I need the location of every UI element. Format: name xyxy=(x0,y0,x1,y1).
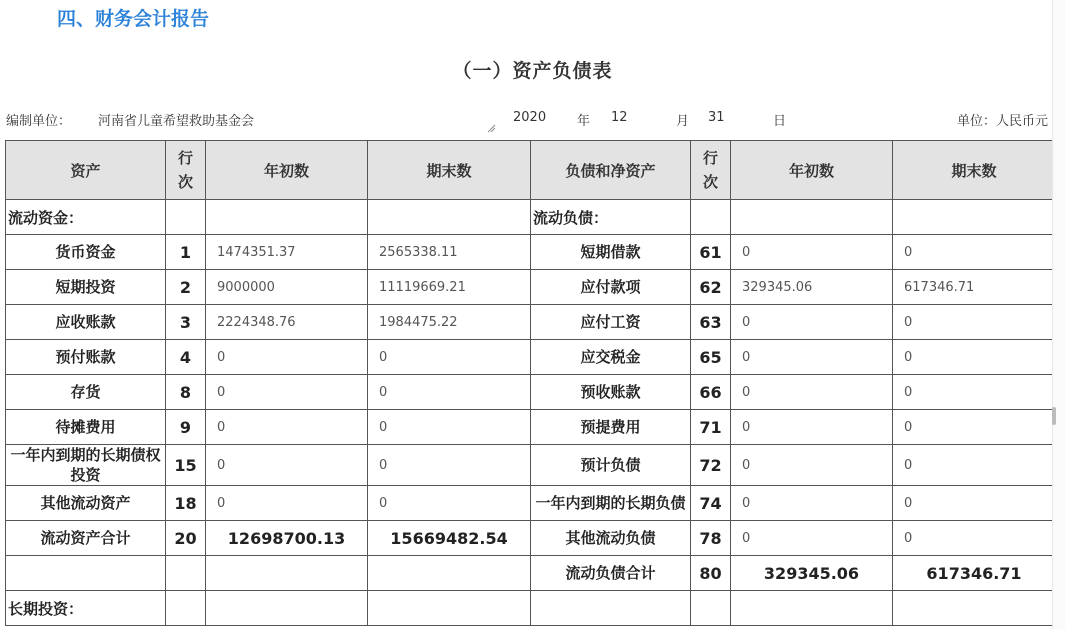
liability-end: 0 xyxy=(893,486,1056,521)
resize-grip-icon[interactable] xyxy=(486,123,496,133)
asset-begin: 0 xyxy=(206,445,368,486)
liability-begin: 0 xyxy=(731,445,893,486)
category-long-term-investment: 长期投资： xyxy=(6,591,166,626)
asset-name: 流动资产合计 xyxy=(6,521,166,556)
table-row xyxy=(6,486,1056,521)
liability-name: 流动负债合计 xyxy=(531,556,691,591)
liability-row-no: 63 xyxy=(691,305,731,340)
day-field[interactable]: 31 xyxy=(708,110,725,125)
unit-label: 单位：人民币元 xyxy=(957,114,1049,129)
asset-begin: 2224348.76 xyxy=(206,305,368,340)
liability-name: 短期借款 xyxy=(531,235,691,270)
asset-name: 存货 xyxy=(6,375,166,410)
liability-row-no: 80 xyxy=(691,556,731,591)
table-row xyxy=(6,410,1056,445)
asset-row-no: 1 xyxy=(166,235,206,270)
month-field[interactable]: 12 xyxy=(611,110,628,125)
liability-name: 应交税金 xyxy=(531,340,691,375)
asset-end: 0 xyxy=(368,445,531,486)
liability-end: 0 xyxy=(893,235,1056,270)
asset-end: 0 xyxy=(368,375,531,410)
liability-row-no: 66 xyxy=(691,375,731,410)
asset-row-no: 9 xyxy=(166,410,206,445)
table-row xyxy=(6,521,1056,556)
asset-begin: 0 xyxy=(206,340,368,375)
liability-end: 0 xyxy=(893,305,1056,340)
liability-name: 预计负债 xyxy=(531,445,691,486)
asset-name: 预付账款 xyxy=(6,340,166,375)
liability-name: 应付工资 xyxy=(531,305,691,340)
year-field[interactable]: 2020 xyxy=(513,110,547,125)
header-begin: 年初数 xyxy=(206,141,368,200)
table-row xyxy=(6,445,1056,486)
liability-begin: 329345.06 xyxy=(731,556,893,591)
asset-end: 15669482.54 xyxy=(368,521,531,556)
asset-end: 2565338.11 xyxy=(368,235,531,270)
header-end: 期末数 xyxy=(368,141,531,200)
asset-end: 0 xyxy=(368,340,531,375)
liability-begin: 0 xyxy=(731,410,893,445)
liability-end: 0 xyxy=(893,410,1056,445)
header-begin: 年初数 xyxy=(731,141,893,200)
liability-end: 0 xyxy=(893,445,1056,486)
scrollbar-thumb[interactable] xyxy=(1052,407,1056,425)
table-row xyxy=(6,305,1056,340)
liability-begin: 329345.06 xyxy=(731,270,893,305)
liability-end: 617346.71 xyxy=(893,556,1056,591)
liability-name: 应付款项 xyxy=(531,270,691,305)
section-title: 四、财务会计报告 xyxy=(57,8,210,30)
header-end: 期末数 xyxy=(893,141,1056,200)
header-row-no: 行 次 xyxy=(166,141,206,200)
asset-row-no: 3 xyxy=(166,305,206,340)
asset-name: 其他流动资产 xyxy=(6,486,166,521)
table-row xyxy=(6,270,1056,305)
liability-begin: 0 xyxy=(731,235,893,270)
liability-row-no: 71 xyxy=(691,410,731,445)
table-row xyxy=(6,375,1056,410)
asset-name: 一年内到期的长期债权投资 xyxy=(6,445,166,486)
liability-begin: 0 xyxy=(731,340,893,375)
category-row xyxy=(6,200,1056,235)
liability-end: 617346.71 xyxy=(893,270,1056,305)
table-row xyxy=(6,556,1056,591)
liability-begin: 0 xyxy=(731,521,893,556)
asset-begin: 9000000 xyxy=(206,270,368,305)
liability-name: 预收账款 xyxy=(531,375,691,410)
header-assets: 资产 xyxy=(6,141,166,200)
liability-name: 预提费用 xyxy=(531,410,691,445)
asset-begin: 0 xyxy=(206,486,368,521)
table-row xyxy=(6,340,1056,375)
asset-row-no: 4 xyxy=(166,340,206,375)
liability-name: 其他流动负债 xyxy=(531,521,691,556)
asset-row-no: 18 xyxy=(166,486,206,521)
asset-name: 应收账款 xyxy=(6,305,166,340)
balance-sheet-table xyxy=(5,140,1056,626)
asset-name: 待摊费用 xyxy=(6,410,166,445)
asset-name: 短期投资 xyxy=(6,270,166,305)
liability-row-no: 62 xyxy=(691,270,731,305)
liability-row-no: 72 xyxy=(691,445,731,486)
liability-row-no: 61 xyxy=(691,235,731,270)
asset-begin: 12698700.13 xyxy=(206,521,368,556)
liability-begin: 0 xyxy=(731,305,893,340)
org-label: 编制单位： xyxy=(6,114,72,129)
category-current-liabilities: 流动负债： xyxy=(531,200,691,235)
liability-row-no: 74 xyxy=(691,486,731,521)
liability-name: 一年内到期的长期负债 xyxy=(531,486,691,521)
asset-end: 0 xyxy=(368,410,531,445)
liability-end: 0 xyxy=(893,375,1056,410)
year-label: 年 xyxy=(577,114,591,129)
category-row xyxy=(6,591,1056,626)
day-label: 日 xyxy=(773,114,787,129)
report-title: （一）资产负债表 xyxy=(452,60,613,82)
liability-row-no: 78 xyxy=(691,521,731,556)
liability-row-no: 65 xyxy=(691,340,731,375)
asset-end: 11119669.21 xyxy=(368,270,531,305)
header-row-no: 行 次 xyxy=(691,141,731,200)
month-label: 月 xyxy=(676,114,690,129)
org-name-field[interactable]: 河南省儿童希望救助基金会 xyxy=(98,114,255,129)
liability-end: 0 xyxy=(893,521,1056,556)
asset-name: 货币资金 xyxy=(6,235,166,270)
liability-begin: 0 xyxy=(731,486,893,521)
asset-row-no: 2 xyxy=(166,270,206,305)
asset-row-no: 20 xyxy=(166,521,206,556)
asset-end: 0 xyxy=(368,486,531,521)
category-current-assets: 流动资金： xyxy=(6,200,166,235)
liability-end: 0 xyxy=(893,340,1056,375)
header-liabilities: 负债和净资产 xyxy=(531,141,691,200)
liability-begin: 0 xyxy=(731,375,893,410)
vertical-scrollbar[interactable] xyxy=(1052,0,1065,629)
table-row xyxy=(6,235,1056,270)
asset-begin: 1474351.37 xyxy=(206,235,368,270)
asset-begin: 0 xyxy=(206,410,368,445)
asset-row-no: 8 xyxy=(166,375,206,410)
asset-begin: 0 xyxy=(206,375,368,410)
table-header-row xyxy=(6,141,1056,200)
asset-end: 1984475.22 xyxy=(368,305,531,340)
asset-row-no: 15 xyxy=(166,445,206,486)
